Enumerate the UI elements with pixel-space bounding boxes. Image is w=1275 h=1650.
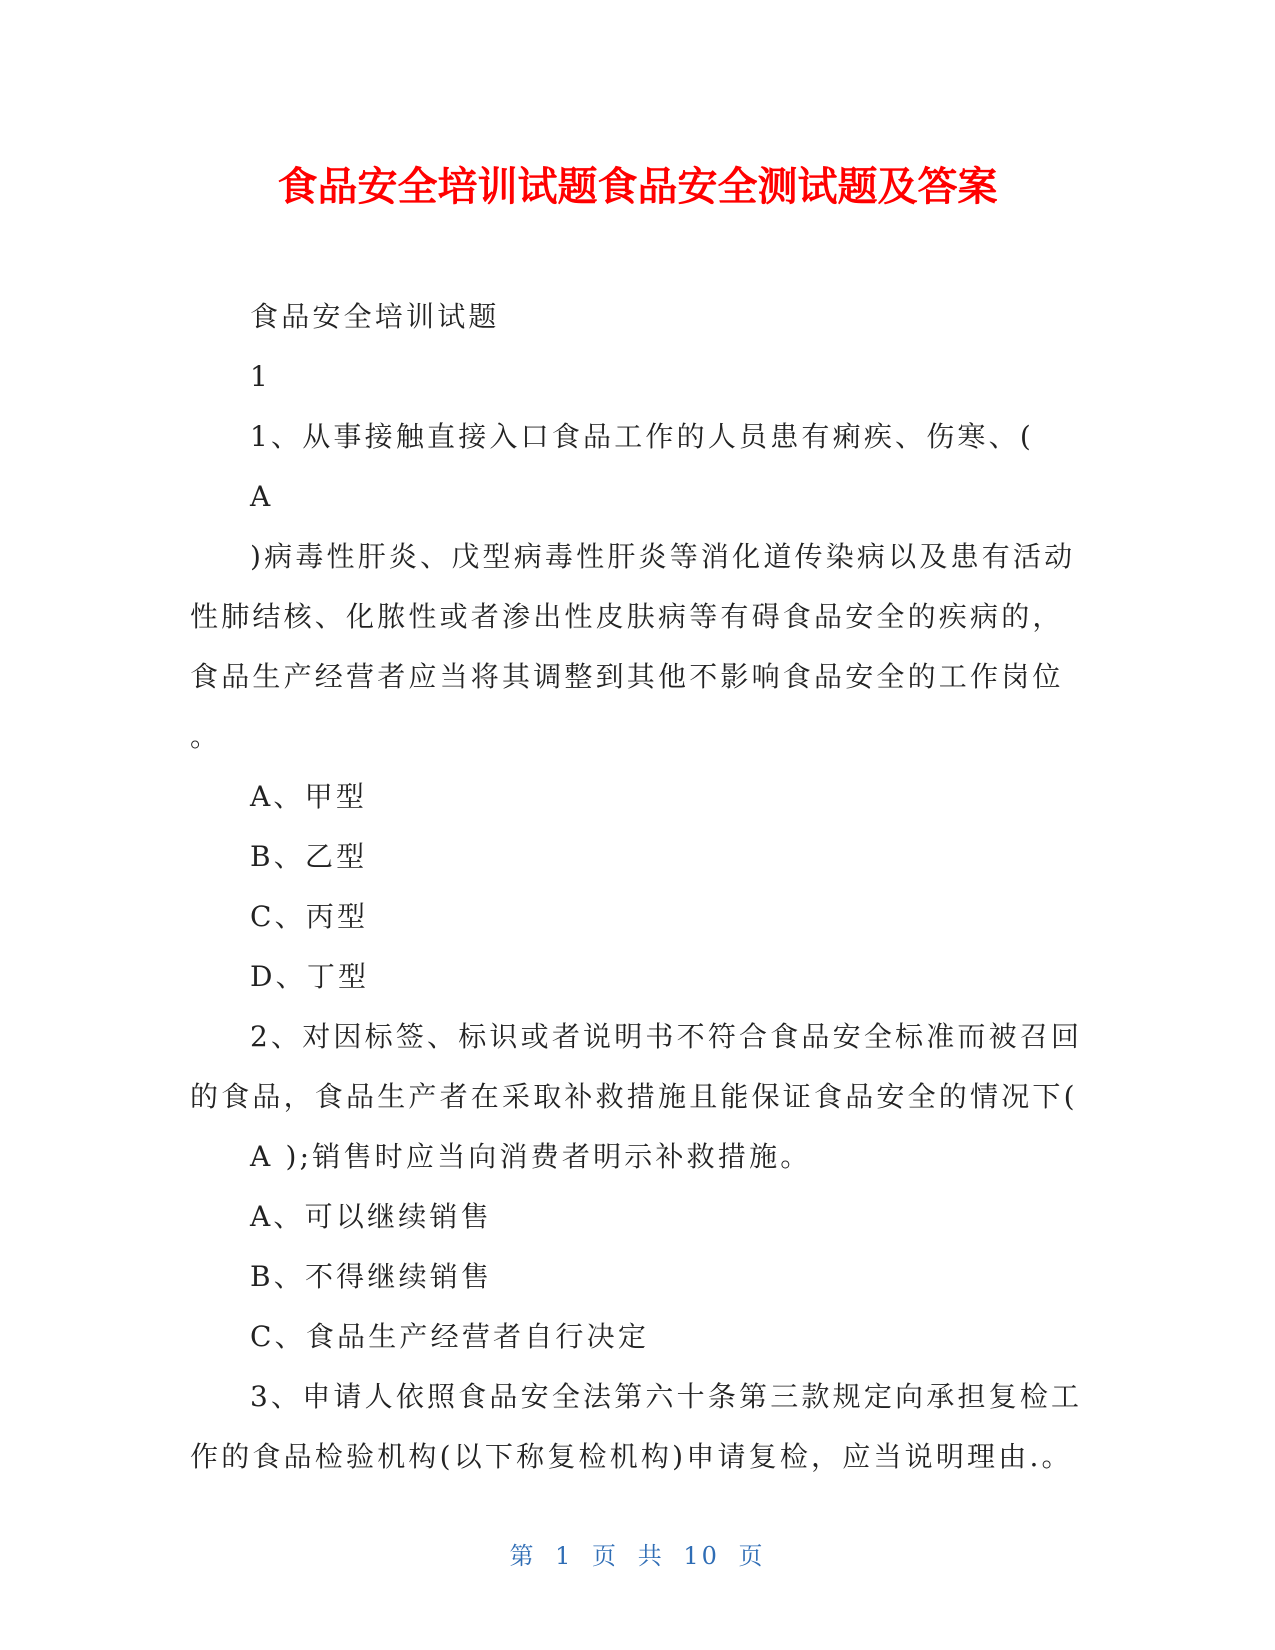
question-1-line-2: )病毒性肝炎、戊型病毒性肝炎等消化道传染病以及患有活动 (250, 540, 1076, 573)
document-body (190, 287, 1083, 1487)
question-2-line-3: A );销售时应当向消费者明示补救措施。 (250, 1140, 812, 1173)
question-1-option-b: B、乙型 (250, 840, 368, 873)
question-2-option-b: B、不得继续销售 (250, 1260, 493, 1293)
question-2-line-2: 的食品，食品生产者在采取补救措施且能保证食品安全的情况下( (190, 1080, 1078, 1113)
section-heading: 食品安全培训试题 (250, 300, 500, 333)
page-footer (0, 1540, 1275, 1572)
question-3-line-2: 作的食品检验机构(以下称复检机构)申请复检，应当说明理由.。 (190, 1440, 1073, 1473)
question-2-line-1: 2、对因标签、标识或者说明书不符合食品安全标准而被召回 (250, 1020, 1083, 1053)
footer-current-page: 1 (555, 1542, 574, 1570)
document-title: 食品安全培训试题食品安全测试题及答案 (277, 164, 998, 210)
question-1-option-c: C、丙型 (250, 900, 369, 933)
footer-total-label: 共 (637, 1542, 665, 1570)
question-3-line-1: 3、申请人依照食品安全法第六十条第三款规定向承担复检工 (250, 1380, 1083, 1413)
question-1-option-d: D、丁型 (250, 960, 370, 993)
question-2-option-a: A、可以继续销售 (250, 1200, 492, 1233)
footer-total-unit: 页 (738, 1542, 766, 1570)
question-1-line-5: 。 (190, 720, 222, 753)
question-1-answer: A (250, 480, 274, 513)
question-2-option-c: C、食品生产经营者自行决定 (250, 1320, 650, 1353)
footer-total-pages: 10 (683, 1542, 720, 1570)
footer-page-unit: 页 (592, 1542, 620, 1570)
footer-page-label: 第 (509, 1542, 537, 1570)
section-number: 1 (250, 360, 272, 393)
question-1-line-4: 食品生产经营者应当将其调整到其他不影响食品安全的工作岗位 (190, 660, 1064, 693)
question-1-option-a: A、甲型 (250, 780, 368, 813)
question-1-line-1: 1、从事接触直接入口食品工作的人员患有痢疾、伤寒、( (250, 420, 1034, 453)
question-1-line-3: 性肺结核、化脓性或者渗出性皮肤病等有碍食品安全的疾病的， (190, 600, 1064, 633)
